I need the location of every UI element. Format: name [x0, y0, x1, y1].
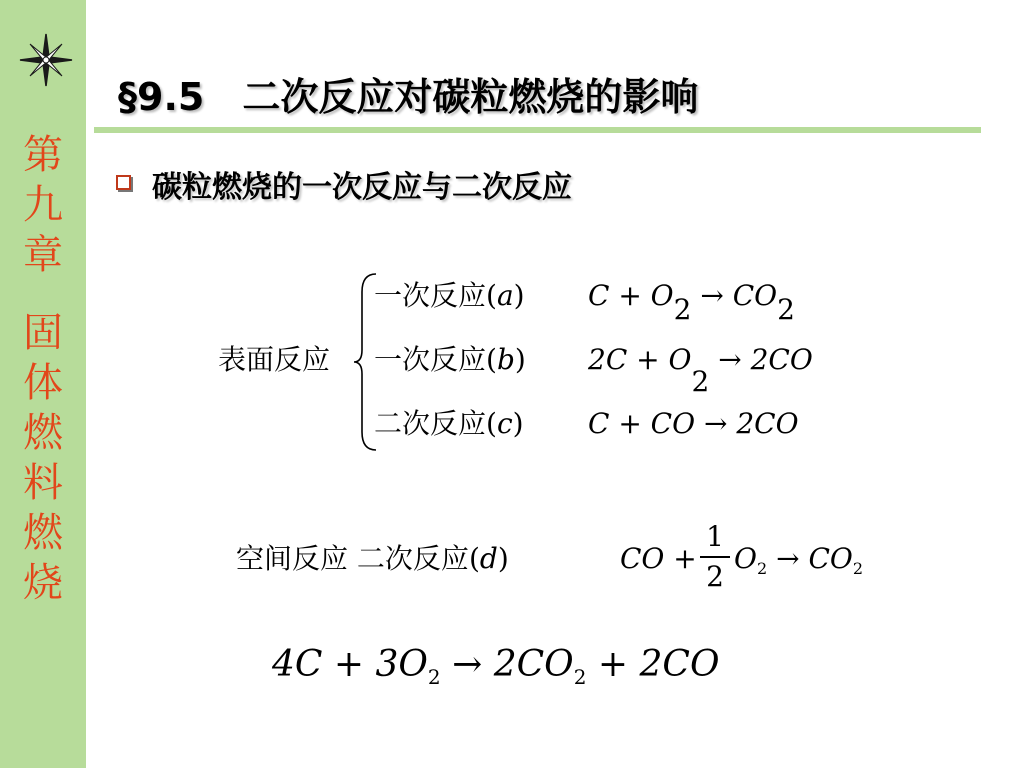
eq-rhs: CO [732, 279, 778, 312]
reaction-name: 二次反应 [356, 542, 469, 575]
chapter-char: 燃 [23, 510, 63, 556]
bullet-text: 碳粒燃烧的一次反应与二次反应 [152, 170, 572, 205]
overall-arrow: → [452, 644, 483, 685]
chapter-char: 固 [23, 310, 63, 356]
reaction-name: 二次反应 [374, 407, 487, 440]
equation-b [588, 343, 813, 398]
space-reaction-row: 空间反应 二次反应(d) [236, 542, 509, 575]
surface-label: 表面反应 [218, 343, 331, 376]
bullet-square-icon [116, 175, 131, 190]
fraction-bar [700, 556, 730, 558]
eq-rhs: 2CO [736, 407, 799, 440]
overall-equation [272, 644, 720, 689]
eq-lhs-sub: 2 [673, 293, 692, 326]
reaction-name: 一次反应 [374, 343, 487, 376]
eq-arrow: → [718, 343, 742, 376]
reaction-name: 一次反应 [374, 279, 487, 312]
chapter-char: 料 [23, 460, 63, 506]
eq-rhs-sub: 2 [852, 559, 864, 578]
chapter-title [0, 130, 86, 608]
reaction-tag: b [496, 343, 515, 376]
reaction-row-b: 一次反应(b) [374, 343, 526, 376]
title-divider [94, 127, 981, 133]
eq-rhs: 2CO [750, 343, 813, 376]
eq-lhs: 2C + O [588, 343, 692, 376]
overall-part-3: + 2CO [597, 644, 720, 685]
reaction-row-c: 二次反应(c) [374, 407, 524, 440]
overall-sub-1: 2 [427, 665, 441, 689]
chapter-char: 烧 [23, 560, 63, 606]
eq-mid-sub: 2 [756, 559, 768, 578]
chapter-char: 燃 [23, 410, 63, 456]
equation-d-rhs [734, 542, 864, 578]
fraction-numerator: 1 [706, 520, 724, 553]
fraction-denominator: 2 [706, 560, 724, 593]
overall-part-2: 2CO [493, 644, 574, 685]
page-title: §9.5 二次反应对碳粒燃烧的影响 [118, 75, 699, 119]
compass-star-icon [18, 32, 74, 88]
overall-part-1: 4C + 3O [272, 644, 428, 685]
eq-rhs-sub: 2 [777, 293, 795, 326]
chapter-char: 第 [23, 132, 63, 178]
fraction-one-half [700, 520, 730, 594]
equation-d-lhs: CO + [620, 542, 697, 575]
equation-a [588, 279, 795, 326]
eq-lhs: C + O [588, 279, 674, 312]
eq-arrow: → [703, 407, 728, 440]
overall-sub-2: 2 [573, 665, 587, 689]
space-label: 空间反应 [236, 542, 349, 575]
chapter-char: 体 [23, 360, 63, 406]
reaction-tag: d [479, 542, 498, 575]
eq-rhs: CO [808, 542, 853, 575]
eq-lhs: C + CO [588, 407, 696, 440]
eq-arrow: → [776, 542, 800, 575]
reaction-row-a: 一次反应(a) [374, 279, 525, 312]
reaction-tag: c [496, 407, 513, 440]
equation-c [588, 407, 799, 440]
eq-mid: O [734, 542, 757, 575]
reaction-tag: a [496, 279, 514, 312]
chapter-char: 九 [23, 182, 63, 228]
chapter-char: 章 [23, 232, 63, 278]
eq-arrow: → [700, 279, 724, 312]
sidebar [0, 0, 86, 768]
eq-lhs-sub: 2 [691, 365, 710, 398]
